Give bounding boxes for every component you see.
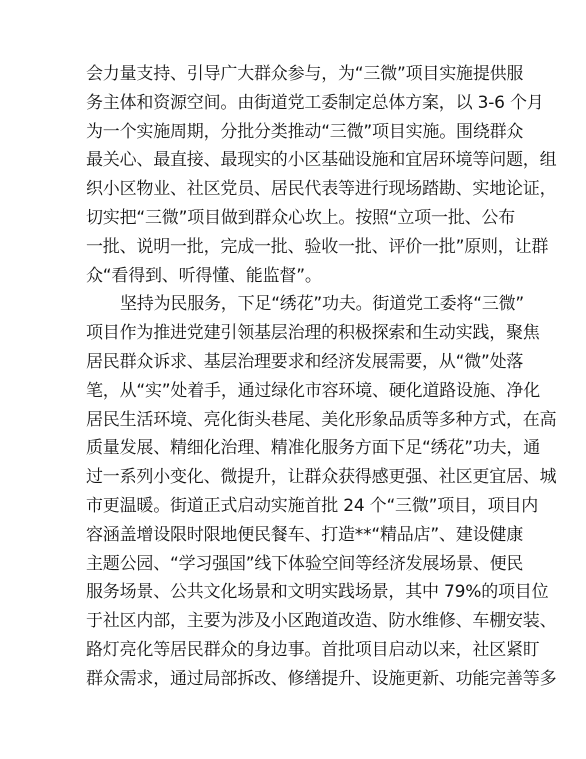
text-line: 为一个实施周期，分批分类推动“三微”项目实施。围绕群众	[86, 121, 524, 142]
text-line: 项目作为推进党建引领基层治理的积极探索和生动实践，聚焦	[86, 323, 540, 344]
text-line: 过一系列小变化、微提升，让群众获得感更强、社区更宜居、城	[86, 467, 557, 488]
text-line: 市更温暖。街道正式启动实施首批 24 个“三微”项目，项目内	[86, 495, 539, 516]
text-line: 会力量支持、引导广大群众参与，为“三微”项目实施提供服	[86, 64, 524, 84]
text-line: 质量发展、精细化治理、精准化服务方面下足“绣花”功夫，通	[86, 438, 541, 459]
text-line: 织小区物业、社区党员、居民代表等进行现场踏勘、实地论证，	[86, 179, 557, 200]
text-line: 最关心、最直接、最现实的小区基础设施和宜居环境等问题，组	[86, 150, 557, 171]
text-line: 居民生活环境、亮化街头巷尾、美化形象品质等多种方式，在高	[86, 409, 557, 430]
text-line: 服务场景、公共文化场景和文明实践场景，其中 79%的项目位	[86, 582, 549, 603]
text-line: 路灯亮化等居民群众的身边事。首批项目启动以来，社区紧盯	[86, 639, 540, 660]
text-line: 群众需求，通过局部拆改、修缮提升、设施更新、功能完善等多	[86, 668, 557, 689]
text-line: 切实把“三微”项目做到群众心坎上。按照“立项一批、公布	[86, 207, 516, 228]
text-line: 居民群众诉求、基层治理要求和经济发展需要，从“微”处落	[86, 351, 524, 372]
paragraph-first-line: 坚持为民服务，下足“绣花”功夫。街道党工委将“三微”	[120, 294, 525, 315]
text-line: 众“看得到、听得懂、能监督”。	[86, 265, 322, 286]
text-line: 笔，从“实”处着手，通过绿化市容环境、硬化道路设施、净化	[86, 380, 541, 401]
body-text	[86, 60, 557, 694]
text-line: 务主体和资源空间。由街道党工委制定总体方案，以 3-6 个月	[86, 92, 544, 113]
text-line: 容涵盖增设限时限地便民餐车、打造**“精品店”、建设健康	[86, 524, 524, 545]
text-line: 一批、说明一批，完成一批、验收一批、评价一批”原则，让群	[86, 236, 549, 257]
text-line: 主题公园、“学习强国”线下体验空间等经济发展场景、便民	[86, 553, 524, 574]
text-line: 于社区内部，主要为涉及小区跑道改造、防水维修、车棚安装、	[86, 611, 557, 632]
